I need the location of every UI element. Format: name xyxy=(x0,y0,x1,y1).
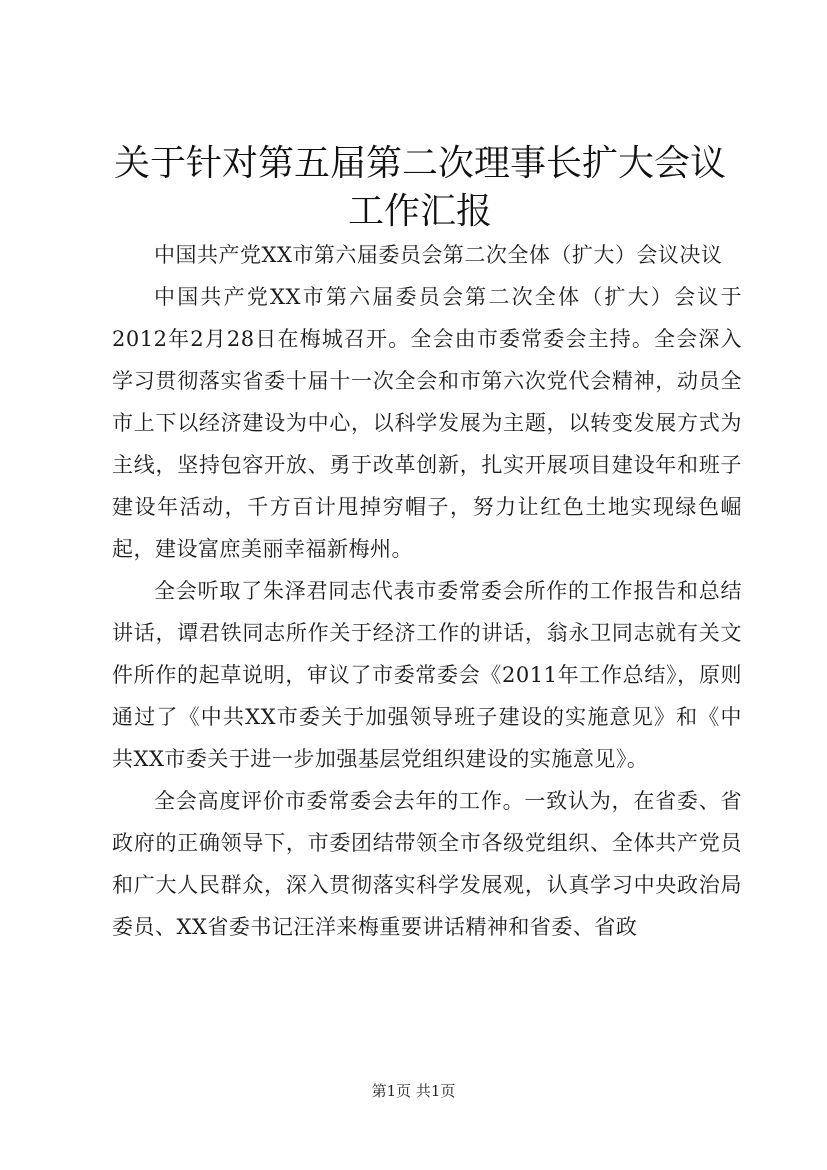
paragraph-reports: 全会听取了朱泽君同志代表市委常委会所作的工作报告和总结讲话，谭君铁同志所作关于经济工作的讲话，翁永卫同志就有关文件所作的起草说明，审议了市委常委会《2011年工作总结》，原则通过了《中共XX市委关于加强领导班子建设的实施意见》和《中共XX市委关于进一步加强基层党组织建设的实施意见》。 xyxy=(112,579,742,771)
paragraph-evaluation: 全会高度评价市委常委会去年的工作。一致认为，在省委、省政府的正确领导下，市委团结带领全市各级党组织、全体共产党员和广大人民群众，深入贯彻落实科学发展观，认真学习中央政治局委员、XX省委书记汪洋来梅重要讲话精神和省委、省政 xyxy=(112,789,742,939)
page-footer: 第1页 共1页 xyxy=(371,1082,456,1100)
document-body xyxy=(112,234,742,948)
paragraph-meeting-info: 中国共产党XX市第六届委员会第二次全体（扩大）会议于2012年2月28日在梅城召开。全会由市委常委会主持。全会深入学习贯彻落实省委十届十一次全会和市第六次党代会精神，动员全市上下以经济建设为中心，以科学发展为主题，以转变发展方式为主线，坚持包容开放、勇于改革创新，扎实开展项目建设年和班子建设年活动，千方百计甩掉穷帽子，努力让红色土地实现绿色崛起，建设富庶美丽幸福新梅州。 xyxy=(112,285,742,561)
document-title: 关于针对第五届第二次理事长扩大会议工作汇报 xyxy=(113,143,726,232)
paragraph-heading: 中国共产党XX市第六届委员会第二次全体（扩大）会议决议 xyxy=(154,243,723,267)
